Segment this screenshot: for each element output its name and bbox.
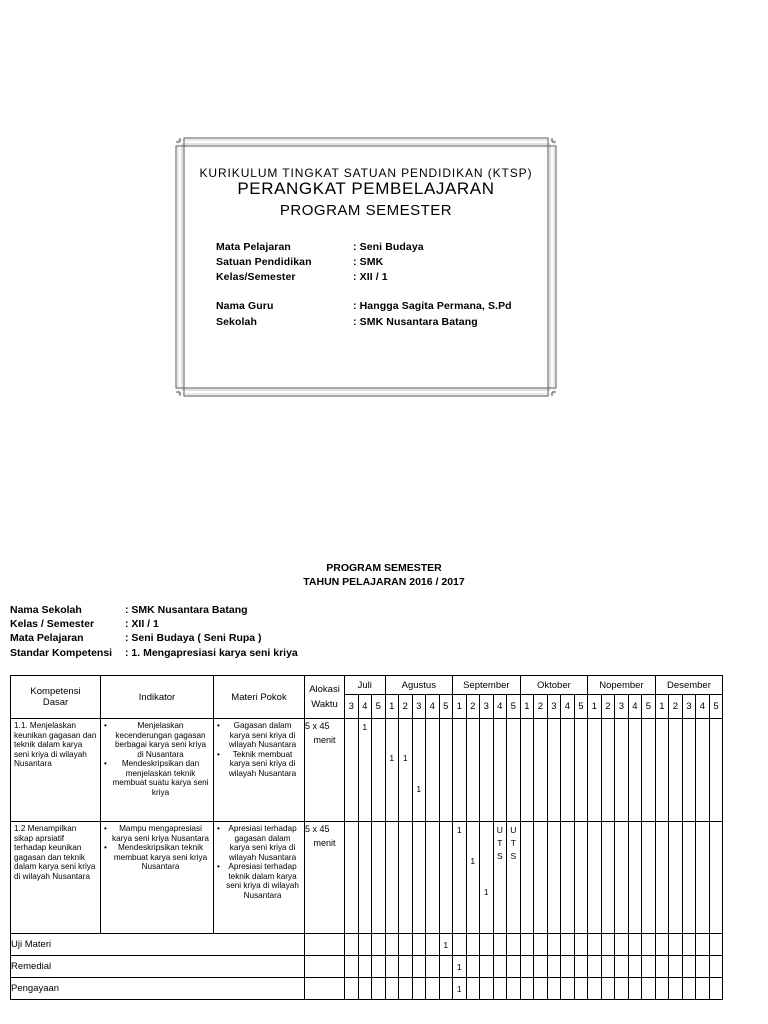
week-cell	[655, 822, 669, 934]
week-cell	[601, 934, 615, 956]
week-cell	[601, 822, 615, 934]
week-cell	[412, 978, 426, 1000]
week-cell	[507, 956, 521, 978]
week-cell	[547, 822, 561, 934]
week-cell	[426, 956, 440, 978]
cover-line-2: PERANGKAT PEMBELAJARAN	[237, 179, 495, 198]
week-cell	[696, 978, 710, 1000]
week-cell	[601, 956, 615, 978]
week-header: 2	[466, 695, 480, 719]
alokasi-line: 5 x 45	[305, 824, 330, 834]
week-mark: 1	[362, 722, 368, 732]
week-cell	[561, 956, 575, 978]
week-cell	[507, 822, 521, 934]
cover-info-label: Nama Guru	[216, 300, 274, 312]
page-subtitle: TAHUN PELAJARAN 2016 / 2017	[303, 576, 465, 588]
cover-info-label: Satuan Pendidikan	[216, 256, 312, 268]
alokasi-line: 5 x 45	[305, 721, 330, 731]
week-cell	[547, 934, 561, 956]
cover-line-3: PROGRAM SEMESTER	[279, 202, 453, 219]
week-cell	[601, 719, 615, 822]
week-mark: U T S	[496, 825, 503, 861]
week-cell	[696, 822, 710, 934]
cover-info-label: Kelas/Semester	[216, 271, 296, 283]
week-cell	[493, 978, 507, 1000]
program-semester-table	[10, 675, 723, 1000]
bullet-text: • Apresiasi terhadap teknik dalam karya seni kriya di wilayah Nusantara	[226, 862, 299, 900]
meta-label: Standar Kompetensi	[10, 647, 113, 659]
week-cell	[439, 978, 453, 1000]
week-cell	[439, 719, 453, 822]
week-cell	[642, 956, 656, 978]
week-cell	[426, 822, 440, 934]
week-cell	[493, 719, 507, 822]
month-header: Desember	[655, 676, 723, 695]
week-header: 4	[493, 695, 507, 719]
week-mark: 1	[402, 753, 408, 763]
week-cell	[642, 934, 656, 956]
week-cell	[426, 978, 440, 1000]
week-cell	[412, 822, 426, 934]
week-cell	[399, 822, 413, 934]
week-cell	[412, 719, 426, 822]
week-cell	[493, 934, 507, 956]
week-cell	[534, 822, 548, 934]
week-cell	[480, 719, 494, 822]
bullet-text: • Mampu mengapresiasi karya seni kriya Nusantara	[112, 824, 209, 843]
week-cell	[345, 719, 359, 822]
kd-text: 1.1. Menjelaskan keunikan gagasan dan teknik dalam karya seni kriya di wilayah Nusantara	[14, 721, 97, 768]
week-cell	[709, 956, 723, 978]
week-cell	[588, 719, 602, 822]
week-cell	[709, 978, 723, 1000]
week-cell	[385, 934, 399, 956]
week-cell	[628, 934, 642, 956]
week-cell	[628, 978, 642, 1000]
bullet-item	[217, 721, 301, 750]
week-cell	[466, 978, 480, 1000]
week-header: 5	[642, 695, 656, 719]
bullet-item	[104, 759, 210, 797]
week-cell	[399, 719, 413, 822]
meta-label: Kelas / Semester	[10, 618, 95, 630]
week-cell	[682, 956, 696, 978]
cover-info-value: : SMK Nusantara Batang	[353, 316, 478, 328]
week-cell	[385, 719, 399, 822]
extra-row-label: Pengayaan	[11, 978, 305, 1000]
week-cell	[574, 956, 588, 978]
materi-list	[214, 822, 304, 902]
month-header: Juli	[345, 676, 386, 695]
week-cell	[682, 719, 696, 822]
alokasi-cell	[305, 719, 345, 822]
week-cell	[385, 978, 399, 1000]
week-mark: 1	[389, 753, 395, 763]
cover-info-value: : XII / 1	[353, 271, 388, 283]
bullet-text: • Gagasan dalam karya seni kriya di wilayah Nusantara	[228, 721, 297, 749]
indikator-list	[101, 719, 213, 799]
month-header: Agustus	[385, 676, 453, 695]
week-cell	[615, 978, 629, 1000]
week-cell	[426, 934, 440, 956]
week-cell	[439, 822, 453, 934]
week-cell	[615, 719, 629, 822]
meta-label: Nama Sekolah	[10, 604, 82, 616]
week-cell	[669, 719, 683, 822]
kd-cell	[11, 822, 101, 934]
cover-info-value: : Hangga Sagita Permana, S.Pd	[353, 300, 512, 312]
week-cell	[399, 978, 413, 1000]
week-cell	[493, 822, 507, 934]
week-cell	[480, 956, 494, 978]
week-cell	[466, 719, 480, 822]
week-header: 4	[561, 695, 575, 719]
week-header: 4	[628, 695, 642, 719]
week-header: 1	[655, 695, 669, 719]
month-header: Nopember	[588, 676, 656, 695]
week-cell	[655, 978, 669, 1000]
week-cell	[480, 934, 494, 956]
header-kompetensi-dasar: Kompetensi Dasar	[11, 676, 101, 719]
week-header: 5	[439, 695, 453, 719]
week-cell	[372, 978, 386, 1000]
week-cell	[615, 822, 629, 934]
bullet-item	[104, 824, 210, 843]
bullet-text: • Apresiasi terhadap gagasan dalam karya seni kriya di wilayah Nusantara	[228, 824, 297, 862]
week-cell	[345, 822, 359, 934]
week-cell	[520, 978, 534, 1000]
week-mark: 1	[456, 983, 462, 994]
materi-cell	[214, 719, 305, 822]
week-cell	[628, 956, 642, 978]
week-cell	[642, 719, 656, 822]
week-cell	[520, 934, 534, 956]
meta-label: Mata Pelajaran	[10, 632, 84, 644]
week-cell	[615, 934, 629, 956]
week-cell	[412, 956, 426, 978]
week-cell	[601, 978, 615, 1000]
week-cell	[345, 934, 359, 956]
week-cell	[399, 956, 413, 978]
bullet-item	[217, 862, 301, 900]
week-cell	[507, 719, 521, 822]
kd-cell	[11, 719, 101, 822]
week-cell	[385, 956, 399, 978]
header-indikator: Indikator	[101, 676, 214, 719]
week-header: 2	[534, 695, 548, 719]
table-row	[11, 934, 723, 956]
week-cell	[453, 934, 467, 956]
cover-info-value: : SMK	[353, 256, 384, 268]
week-cell	[385, 822, 399, 934]
week-cell	[588, 956, 602, 978]
meta-value: : SMK Nusantara Batang	[125, 604, 248, 616]
week-cell	[439, 934, 453, 956]
week-cell	[547, 978, 561, 1000]
week-header: 2	[399, 695, 413, 719]
week-cell	[696, 956, 710, 978]
week-cell	[588, 978, 602, 1000]
week-header: 3	[480, 695, 494, 719]
week-cell	[696, 934, 710, 956]
week-cell	[493, 956, 507, 978]
week-cell	[669, 822, 683, 934]
week-cell	[709, 934, 723, 956]
week-cell	[480, 978, 494, 1000]
week-mark: U T S	[510, 825, 517, 861]
week-cell	[412, 934, 426, 956]
week-header: 3	[412, 695, 426, 719]
week-header: 2	[601, 695, 615, 719]
bullet-item	[217, 824, 301, 862]
indikator-cell	[101, 719, 214, 822]
week-cell	[466, 822, 480, 934]
extra-row-label: Uji Materi	[11, 934, 305, 956]
alokasi-cell	[305, 822, 345, 934]
week-header: 4	[358, 695, 372, 719]
table-row	[11, 978, 723, 1000]
week-header: 3	[345, 695, 359, 719]
week-mark: 1	[456, 825, 462, 835]
week-cell	[642, 822, 656, 934]
week-cell	[453, 978, 467, 1000]
bullet-text: • Teknik membuat karya seni kriya di wilayah Nusantara	[228, 749, 297, 778]
week-cell	[682, 822, 696, 934]
week-cell	[655, 719, 669, 822]
week-cell	[561, 978, 575, 1000]
bullet-text: • Menjelaskan kecenderungan gagasan berbagai karya seni kriya di Nusantara	[114, 721, 207, 759]
week-cell	[372, 719, 386, 822]
cover-info-label: Mata Pelajaran	[216, 241, 291, 253]
week-cell	[655, 934, 669, 956]
week-header: 1	[588, 695, 602, 719]
week-mark: 1	[416, 784, 422, 794]
week-header: 1	[385, 695, 399, 719]
table-row	[11, 956, 723, 978]
week-cell	[466, 934, 480, 956]
week-cell	[682, 978, 696, 1000]
cover-line-1: KURIKULUM TINGKAT SATUAN PENDIDIKAN (KTSP)	[199, 166, 533, 180]
week-header: 4	[696, 695, 710, 719]
alokasi-cell	[305, 934, 345, 956]
week-cell	[534, 934, 548, 956]
meta-value: : Seni Budaya ( Seni Rupa )	[125, 632, 262, 644]
week-cell	[628, 822, 642, 934]
week-header: 5	[709, 695, 723, 719]
week-cell	[615, 956, 629, 978]
week-header: 5	[372, 695, 386, 719]
week-cell	[588, 934, 602, 956]
week-header: 5	[507, 695, 521, 719]
week-cell	[453, 822, 467, 934]
week-cell	[372, 934, 386, 956]
alokasi-line: menit	[313, 735, 336, 745]
week-cell	[561, 822, 575, 934]
week-cell	[466, 956, 480, 978]
week-cell	[642, 978, 656, 1000]
week-cell	[358, 956, 372, 978]
week-header: 3	[547, 695, 561, 719]
bullet-text: • Mendeskripsikan dan menjelaskan teknik membuat suatu karya seni kriya	[112, 759, 209, 797]
week-cell	[655, 956, 669, 978]
materi-list	[214, 719, 304, 780]
week-cell	[669, 978, 683, 1000]
header-alokasi-waktu: Alokasi Waktu	[305, 676, 345, 719]
week-header: 3	[615, 695, 629, 719]
indikator-list	[101, 822, 213, 874]
alokasi-line: menit	[313, 838, 336, 848]
week-cell	[372, 822, 386, 934]
week-cell	[574, 934, 588, 956]
cover-info-label: Sekolah	[216, 316, 257, 328]
materi-cell	[214, 822, 305, 934]
meta-value: : 1. Mengapresiasi karya seni kriya	[125, 647, 298, 659]
week-cell	[358, 822, 372, 934]
week-mark: 1	[470, 856, 476, 866]
meta-value: : XII / 1	[125, 618, 159, 630]
bullet-text: • Mendeskripsikan teknik membuat karya seni kriya Nusantara	[113, 843, 208, 871]
week-cell	[561, 719, 575, 822]
week-cell	[345, 978, 359, 1000]
week-cell	[345, 956, 359, 978]
week-cell	[696, 719, 710, 822]
week-mark: 1	[443, 939, 449, 950]
week-cell	[358, 719, 372, 822]
bullet-item	[104, 721, 210, 759]
week-cell	[628, 719, 642, 822]
week-header: 4	[426, 695, 440, 719]
indikator-cell	[101, 822, 214, 934]
week-cell	[588, 822, 602, 934]
week-cell	[520, 956, 534, 978]
week-cell	[426, 719, 440, 822]
week-cell	[547, 956, 561, 978]
month-header: Oktober	[520, 676, 588, 695]
week-cell	[507, 934, 521, 956]
week-cell	[358, 934, 372, 956]
week-header: 1	[453, 695, 467, 719]
week-mark: 1	[483, 887, 489, 897]
week-cell	[439, 956, 453, 978]
alokasi-cell	[305, 978, 345, 1000]
week-cell	[574, 978, 588, 1000]
week-cell	[520, 822, 534, 934]
bullet-item	[104, 843, 210, 872]
week-cell	[534, 978, 548, 1000]
week-cell	[547, 719, 561, 822]
bullet-item	[217, 750, 301, 779]
week-header: 2	[669, 695, 683, 719]
week-cell	[574, 822, 588, 934]
week-header: 5	[574, 695, 588, 719]
week-cell	[669, 934, 683, 956]
page-title: PROGRAM SEMESTER	[326, 562, 442, 574]
week-cell	[709, 719, 723, 822]
week-cell	[534, 956, 548, 978]
month-header: September	[453, 676, 521, 695]
week-cell	[453, 956, 467, 978]
week-header: 1	[520, 695, 534, 719]
cover-frame	[176, 138, 556, 396]
week-cell	[358, 978, 372, 1000]
table-row	[11, 719, 723, 822]
week-cell	[372, 956, 386, 978]
week-cell	[399, 934, 413, 956]
week-cell	[709, 822, 723, 934]
week-cell	[507, 978, 521, 1000]
table-row	[11, 822, 723, 934]
header-materi-pokok: Materi Pokok	[214, 676, 305, 719]
week-cell	[520, 719, 534, 822]
week-cell	[561, 934, 575, 956]
cover-info-value: : Seni Budaya	[353, 241, 424, 253]
week-cell	[574, 719, 588, 822]
week-cell	[534, 719, 548, 822]
week-header: 3	[682, 695, 696, 719]
week-mark: 1	[456, 961, 462, 972]
week-cell	[480, 822, 494, 934]
week-cell	[682, 934, 696, 956]
week-cell	[669, 956, 683, 978]
extra-row-label: Remedial	[11, 956, 305, 978]
week-cell	[453, 719, 467, 822]
kd-text: 1.2 Menampilkan sikap aprsiatif terhadap keunikan gagasan dan teknik dalam karya seni kriya di wilayah Nusantara	[14, 824, 96, 881]
alokasi-cell	[305, 956, 345, 978]
